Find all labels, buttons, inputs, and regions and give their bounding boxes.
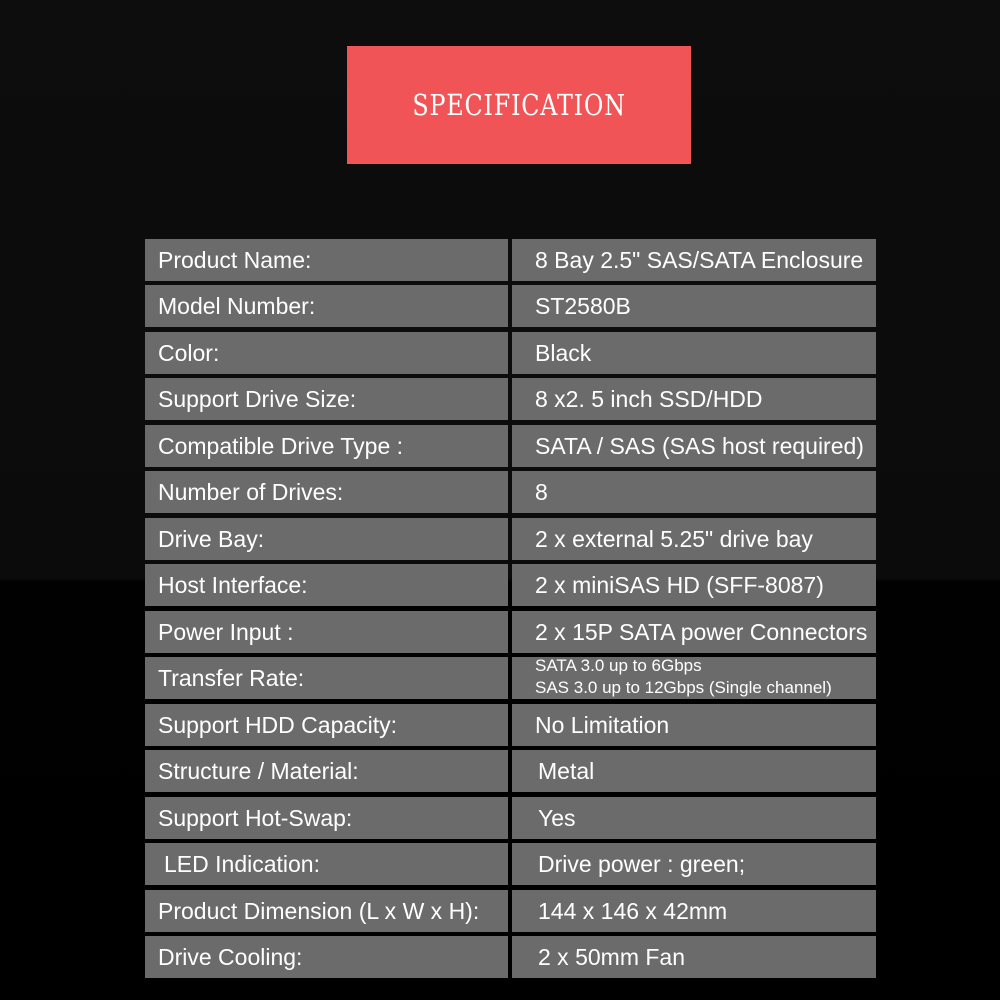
spec-row-structure-material [145, 750, 876, 792]
spec-label: Product Name: [145, 239, 508, 281]
spec-value: 2 x miniSAS HD (SFF-8087) [512, 564, 876, 606]
spec-label: Support HDD Capacity: [145, 704, 508, 746]
spec-label: Drive Bay: [145, 518, 508, 560]
spec-row-host-interface [145, 564, 876, 606]
spec-value: Yes [512, 797, 876, 839]
spec-label: Host Interface: [145, 564, 508, 606]
spec-label: Transfer Rate: [145, 657, 508, 699]
spec-label: Structure / Material: [145, 750, 508, 792]
spec-value: 2 x external 5.25" drive bay [512, 518, 876, 560]
spec-row-model-number [145, 285, 876, 327]
spec-value: ST2580B [512, 285, 876, 327]
spec-label: Drive Cooling: [145, 936, 508, 978]
spec-row-drive-bay [145, 518, 876, 560]
spec-label: Number of Drives: [145, 471, 508, 513]
spec-value: 2 x 15P SATA power Connectors [512, 611, 876, 653]
spec-label: Product Dimension (L x W x H): [145, 890, 508, 932]
spec-value: No Limitation [512, 704, 876, 746]
spec-value-line: SAS 3.0 up to 12Gbps (Single channel) [535, 678, 832, 697]
spec-row-number-of-drives [145, 471, 876, 513]
spec-row-support-hot-swap [145, 797, 876, 839]
spec-row-power-input [145, 611, 876, 653]
spec-row-support-hdd-capacity [145, 704, 876, 746]
spec-value: 8 x2. 5 inch SSD/HDD [512, 378, 876, 420]
spec-label: Support Drive Size: [145, 378, 508, 420]
spec-value: 144 x 146 x 42mm [512, 890, 876, 932]
spec-row-color [145, 332, 876, 374]
spec-row-support-drive-size [145, 378, 876, 420]
specification-banner [347, 46, 691, 164]
spec-value: 8 [512, 471, 876, 513]
spec-row-transfer-rate [145, 657, 876, 699]
spec-row-product-name [145, 239, 876, 281]
spec-row-compatible-drive-type [145, 425, 876, 467]
spec-label: Color: [145, 332, 508, 374]
spec-label: Compatible Drive Type : [145, 425, 508, 467]
spec-value: Black [512, 332, 876, 374]
spec-value: 2 x 50mm Fan [512, 936, 876, 978]
spec-label: LED Indication: [145, 843, 508, 885]
banner-title: SPECIFICATION [412, 88, 626, 122]
spec-value [512, 657, 876, 699]
spec-label: Model Number: [145, 285, 508, 327]
spec-value-line: SATA 3.0 up to 6Gbps [535, 657, 702, 675]
spec-label: Support Hot-Swap: [145, 797, 508, 839]
spec-row-drive-cooling [145, 936, 876, 978]
spec-label: Power Input : [145, 611, 508, 653]
spec-row-led-indication [145, 843, 876, 885]
spec-row-product-dimension [145, 890, 876, 932]
spec-value: SATA / SAS (SAS host required) [512, 425, 876, 467]
spec-value: 8 Bay 2.5" SAS/SATA Enclosure [512, 239, 876, 281]
spec-value: Drive power : green; [512, 843, 876, 885]
spec-value: Metal [512, 750, 876, 792]
